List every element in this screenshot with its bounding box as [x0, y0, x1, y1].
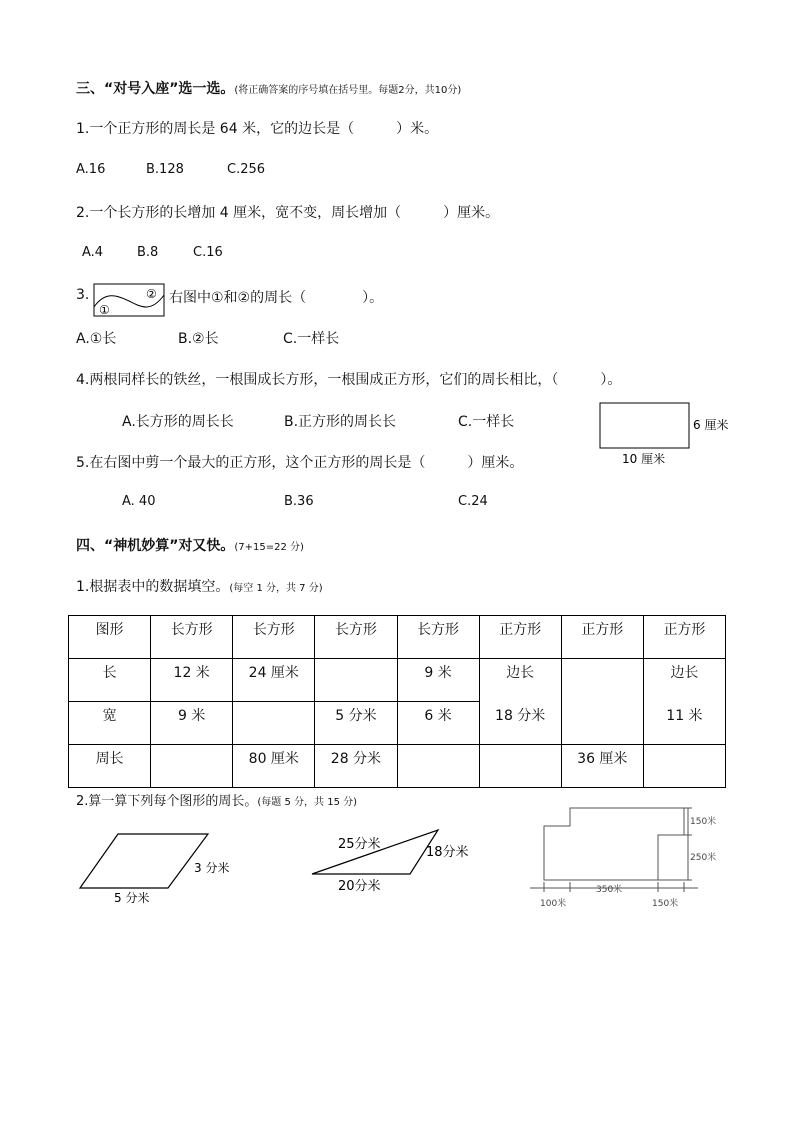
- table-cell: 80 厘米: [233, 745, 315, 788]
- table-cell: 宽: [69, 702, 151, 745]
- question-1: 1.一个正方形的周长是 64 米，它的边长是（ ）米。: [76, 121, 439, 137]
- q5-width-label: 10 厘米: [622, 452, 666, 466]
- q2-option-c: C.16: [193, 245, 223, 260]
- table-row: [69, 616, 726, 659]
- table-cell: 图形: [69, 616, 151, 659]
- question-3: 右图中①和②的周长（ ）。: [169, 290, 384, 306]
- q3-figure-label-2: ②: [146, 287, 157, 301]
- table-cell: 长方形: [233, 616, 315, 659]
- table-cell: [315, 659, 397, 702]
- dimension-150-bottom-label: 150米: [652, 899, 679, 909]
- q5-option-c: C.24: [458, 494, 488, 509]
- q3-option-b: B.②长: [178, 331, 219, 347]
- table-cell: 9 米: [397, 659, 479, 702]
- question-3-number: 3.: [76, 287, 90, 303]
- parallelogram-side-label: 3 分米: [194, 861, 230, 875]
- table-cell: 长方形: [315, 616, 397, 659]
- table-cell: 长方形: [397, 616, 479, 659]
- data-table: [68, 615, 726, 788]
- table-row: [69, 745, 726, 788]
- parallelogram-figure: [76, 832, 246, 908]
- table-cell: [151, 745, 233, 788]
- table-cell: [561, 659, 643, 702]
- q3-figure: [93, 283, 167, 319]
- table-cell: 周长: [69, 745, 151, 788]
- table-cell: 边长: [479, 659, 561, 702]
- stepped-shape-figure: [526, 800, 726, 912]
- triangle-figure: [306, 828, 486, 896]
- table-cell: 正方形: [561, 616, 643, 659]
- question-2: 2.一个长方形的长增加 4 厘米，宽不变，周长增加（ ）厘米。: [76, 205, 500, 221]
- table-cell: 5 分米: [315, 702, 397, 745]
- table-cell: 长方形: [151, 616, 233, 659]
- q3-option-a: A.①长: [76, 331, 117, 347]
- section4-heading: 四、“神机妙算”对又快。(7+15=22 分): [76, 538, 304, 554]
- question-4: 4.两根同样长的铁丝，一根围成长方形，一根围成正方形，它们的周长相比，（ ）。: [76, 372, 622, 388]
- table-cell: 9 米: [151, 702, 233, 745]
- table-cell: [397, 745, 479, 788]
- table-cell: [233, 702, 315, 745]
- q1-option-b: B.128: [146, 162, 184, 177]
- table-cell: 28 分米: [315, 745, 397, 788]
- triangle-top-label: 25分米: [338, 837, 381, 852]
- table-cell: 12 米: [151, 659, 233, 702]
- q5-figure: [598, 401, 738, 467]
- q5-option-a: A. 40: [122, 494, 156, 509]
- q3-figure-label-1: ①: [99, 303, 110, 317]
- q5-option-b: B.36: [284, 494, 314, 509]
- dimension-150-top-label: 150米: [690, 817, 717, 827]
- table-cell: 边长: [643, 659, 725, 702]
- dimension-350-label: 350米: [596, 885, 623, 895]
- q3-option-c: C.一样长: [283, 331, 340, 347]
- table-cell: [643, 745, 725, 788]
- section4-question-1: 1.根据表中的数据填空。(每空 1 分，共 7 分): [76, 579, 323, 595]
- parallelogram-base-label: 5 分米: [114, 891, 150, 905]
- table-cell: 11 米: [643, 702, 725, 745]
- q1-option-c: C.256: [227, 162, 266, 177]
- table-cell: 18 分米: [479, 702, 561, 745]
- q4-option-b: B.正方形的周长长: [284, 414, 397, 430]
- table-cell: 6 米: [397, 702, 479, 745]
- q1-option-a: A.16: [76, 162, 106, 177]
- table-row: [69, 659, 726, 702]
- table-cell: 36 厘米: [561, 745, 643, 788]
- table-cell: 正方形: [643, 616, 725, 659]
- table-row: [69, 702, 726, 745]
- table-cell: 正方形: [479, 616, 561, 659]
- q5-height-label: 6 厘米: [693, 418, 729, 432]
- table-cell: 长: [69, 659, 151, 702]
- table-cell: 24 厘米: [233, 659, 315, 702]
- section3-note: (将正确答案的序号填在括号里。每题2分，共10分): [234, 85, 462, 96]
- triangle-bottom-label: 20分米: [338, 879, 381, 894]
- section3-heading: 三、“对号入座”选一选。(将正确答案的序号填在括号里。每题2分，共10分): [76, 81, 462, 97]
- q2-option-b: B.8: [137, 245, 159, 260]
- dimension-100-label: 100米: [540, 899, 567, 909]
- triangle-right-label: 18分米: [426, 845, 469, 860]
- dimension-250-label: 250米: [690, 853, 717, 863]
- section4-q1-note: (每空 1 分，共 7 分): [229, 583, 323, 594]
- section4-note: (7+15=22 分): [234, 542, 304, 553]
- table-cell: [479, 745, 561, 788]
- q4-option-a: A.长方形的周长长: [122, 414, 234, 430]
- q2-option-a: A.4: [82, 245, 104, 260]
- section4-question-2: 2.算一算下列每个图形的周长。(每题 5 分，共 15 分): [76, 794, 358, 809]
- question-5: 5.在右图中剪一个最大的正方形，这个正方形的周长是（ ）厘米。: [76, 455, 524, 471]
- section4-q2-note: (每题 5 分，共 15 分): [257, 797, 358, 808]
- q4-option-c: C.一样长: [458, 414, 515, 430]
- table-cell: [561, 702, 643, 745]
